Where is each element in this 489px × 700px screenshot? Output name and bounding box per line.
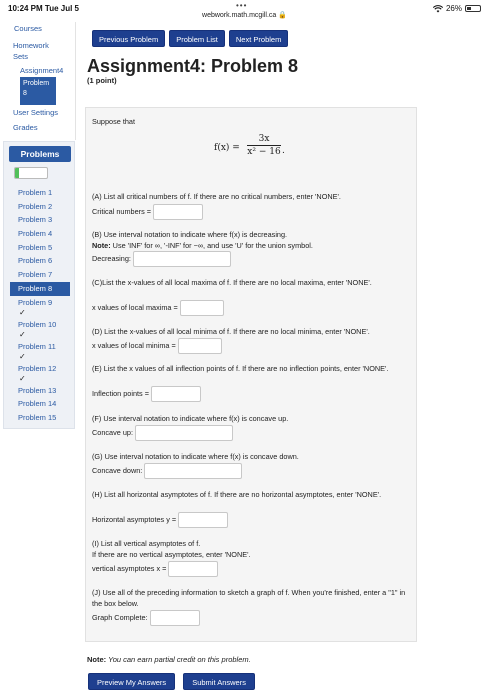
check-icon: ✓ xyxy=(19,351,26,361)
status-time: 10:24 PM Tue Jul 5 xyxy=(8,4,79,13)
part-c-label: x values of local maxima = xyxy=(92,302,178,312)
part-d-row xyxy=(92,338,410,354)
sidebar-grades-link[interactable]: Grades xyxy=(13,123,38,132)
sidebar-problem-item[interactable] xyxy=(4,200,74,214)
part-g-row xyxy=(92,463,410,479)
part-b-label: Decreasing: xyxy=(92,253,131,263)
check-icon: ✓ xyxy=(19,373,26,383)
sidebar-user-settings-link[interactable]: User Settings xyxy=(13,108,59,117)
part-a-row xyxy=(92,204,410,220)
sidebar-problem-label: Problem 6 xyxy=(18,256,53,266)
sidebar-problem-label: Problem 12 xyxy=(18,363,57,373)
sidebar-problem-label: Problem 7 xyxy=(18,270,53,280)
formula-fraction xyxy=(247,134,281,157)
inflection-points-input[interactable] xyxy=(151,386,201,402)
sidebar-problem-label: Problem 13 xyxy=(18,385,57,395)
note-bold: Note: xyxy=(87,655,107,664)
sidebar-problem-label: Problem 5 xyxy=(18,242,53,252)
sidebar-problem-label: Problem 14 xyxy=(18,399,57,409)
sidebar-problem-label: Problem 2 xyxy=(18,201,53,211)
problem-list xyxy=(4,186,74,425)
previous-problem-button[interactable]: Previous Problem xyxy=(92,30,165,47)
part-b-note-bold: Note: xyxy=(92,241,111,250)
sidebar-problem-label: Problem 9 xyxy=(18,297,53,307)
part-g-label: Concave down: xyxy=(92,465,143,475)
part-h-label: Horizontal asymptotes y = xyxy=(92,514,177,524)
sidebar-nav xyxy=(0,22,76,140)
graph-complete-input[interactable] xyxy=(150,610,200,626)
more-dots-icon[interactable]: ••• xyxy=(236,1,248,10)
status-bar xyxy=(0,0,489,22)
sidebar-problem-item[interactable] xyxy=(4,296,74,318)
local-maxima-input[interactable] xyxy=(180,300,224,316)
address-url[interactable]: webwork.math.mcgill.ca 🔒 xyxy=(202,12,287,19)
sidebar-problem-item[interactable] xyxy=(4,340,74,362)
sidebar-problem-label: Problem 15 xyxy=(18,412,57,422)
part-e-text: (E) List the x values of all inflection points of f. If there are no inflection points, enter 'NONE'. xyxy=(92,364,389,373)
wifi-icon xyxy=(433,5,443,13)
sidebar-problem-label: Problem 8 xyxy=(18,283,53,293)
part-i-row xyxy=(92,561,410,577)
part-i-label: vertical asymptotes x = xyxy=(92,563,167,573)
part-a-text: (A) List all critical numbers of f. If there are no critical numbers, enter 'NONE'. xyxy=(92,192,341,201)
problems-heading: Problems xyxy=(9,146,71,162)
part-i-text-1: (I) List all vertical asymptotes of f. xyxy=(92,539,201,548)
submit-answers-button[interactable]: Submit Answers xyxy=(183,673,255,690)
points-label: (1 point) xyxy=(87,76,117,85)
next-problem-button[interactable]: Next Problem xyxy=(229,30,288,47)
check-icon: ✓ xyxy=(19,307,26,317)
part-d-text: (D) List the x-values of all local minima of f. If there are no local minima, enter 'NONE'. xyxy=(92,327,370,336)
problem-nav xyxy=(92,30,288,47)
sidebar-problem-item[interactable] xyxy=(4,227,74,241)
sidebar-problem-item[interactable] xyxy=(4,186,74,200)
part-e-row xyxy=(92,386,410,402)
part-e-label: Inflection points = xyxy=(92,388,149,398)
concave-down-input[interactable] xyxy=(144,463,242,479)
status-right xyxy=(433,4,481,13)
part-j-row xyxy=(92,610,410,626)
submit-buttons xyxy=(88,673,255,690)
sidebar xyxy=(0,22,76,432)
problems-panel xyxy=(3,141,75,429)
formula-period: . xyxy=(282,146,285,156)
sidebar-problem-item[interactable] xyxy=(4,268,74,282)
part-c-text: (C)List the x-values of all local maxima of f. If there are no local maxima, enter 'NONE'. xyxy=(92,278,372,287)
part-b-note xyxy=(92,241,410,252)
battery-percent: 26% xyxy=(445,4,462,13)
part-f-row xyxy=(92,425,410,441)
sidebar-problem-item[interactable] xyxy=(4,254,74,268)
part-b-text: (B) Use interval notation to indicate where f(x) is decreasing. xyxy=(92,230,288,239)
sidebar-problem-item[interactable] xyxy=(4,411,74,425)
function-formula xyxy=(214,133,294,163)
progress-bar xyxy=(14,167,48,179)
part-c-row xyxy=(92,300,410,316)
part-g-text: (G) Use interval notation to indicate where f(x) is concave down. xyxy=(92,452,299,461)
sidebar-homework-sets-link[interactable]: Homework Sets xyxy=(13,41,49,61)
battery-icon xyxy=(465,5,481,12)
sidebar-courses-link[interactable]: Courses xyxy=(14,24,42,33)
part-d-label: x values of local minima = xyxy=(92,340,176,350)
sidebar-problem-label: Problem 11 xyxy=(18,341,56,351)
part-a-label: Critical numbers = xyxy=(92,206,152,216)
part-h-row xyxy=(92,512,410,528)
part-i-text-2: If there are no vertical asymptotes, enter 'NONE'. xyxy=(92,550,251,559)
problem-intro: Suppose that xyxy=(92,117,136,126)
sidebar-problem-label: Problem 1 xyxy=(18,188,53,197)
sidebar-problem-item[interactable] xyxy=(10,282,70,296)
sidebar-problem-item[interactable] xyxy=(4,384,74,398)
sidebar-problem-label: Problem 4 xyxy=(18,229,53,239)
formula-denominator: x² − 16 xyxy=(247,147,281,157)
sidebar-problem-item[interactable] xyxy=(4,397,74,411)
part-f-label: Concave up: xyxy=(92,427,133,437)
part-j-label: Graph Complete: xyxy=(92,612,148,622)
sidebar-problem-item[interactable] xyxy=(4,318,74,340)
sidebar-problem-item[interactable] xyxy=(4,362,74,384)
concave-up-input[interactable] xyxy=(135,425,233,441)
part-b-row xyxy=(92,251,410,267)
sidebar-problem-item[interactable] xyxy=(4,213,74,227)
local-minima-input[interactable] xyxy=(178,338,222,354)
partial-credit-note xyxy=(87,655,251,664)
formula-numerator: 3x xyxy=(247,134,281,146)
part-h-text: (H) List all horizontal asymptotes of f. If there are no horizontal asymptotes, enter 'NONE'. xyxy=(92,490,382,499)
decreasing-input[interactable] xyxy=(133,251,231,267)
problem-list-button[interactable]: Problem List xyxy=(169,30,225,47)
sidebar-problem-label: Problem 10 xyxy=(18,319,57,329)
vertical-asymptotes-input[interactable] xyxy=(168,561,218,577)
preview-answers-button[interactable]: Preview My Answers xyxy=(88,673,175,690)
part-f-text: (F) Use interval notation to indicate where f(x) is concave up. xyxy=(92,414,289,423)
page-title: Assignment4: Problem 8 xyxy=(87,56,299,76)
sidebar-problem-label: Problem 3 xyxy=(18,215,53,225)
part-j-text: (J) Use all of the preceding information to sketch a graph of f. When you're finished, enter a "1" in the box below. xyxy=(92,588,406,608)
formula-lhs: f(x) = xyxy=(214,143,240,153)
note-text: You can earn partial credit on this problem. xyxy=(106,655,251,664)
horizontal-asymptotes-input[interactable] xyxy=(178,512,228,528)
progress-fill xyxy=(15,168,19,178)
problem-body xyxy=(85,107,417,642)
sidebar-assignment-link[interactable]: Assignment4 xyxy=(20,66,64,75)
check-icon: ✓ xyxy=(19,329,26,339)
sidebar-current-problem[interactable]: Problem 8 xyxy=(20,77,56,105)
part-b-note-text: Use 'INF' for ∞, '-INF' for −∞, and use 'U' for the union symbol. xyxy=(110,241,313,250)
sidebar-problem-item[interactable] xyxy=(4,241,74,255)
critical-numbers-input[interactable] xyxy=(153,204,203,220)
